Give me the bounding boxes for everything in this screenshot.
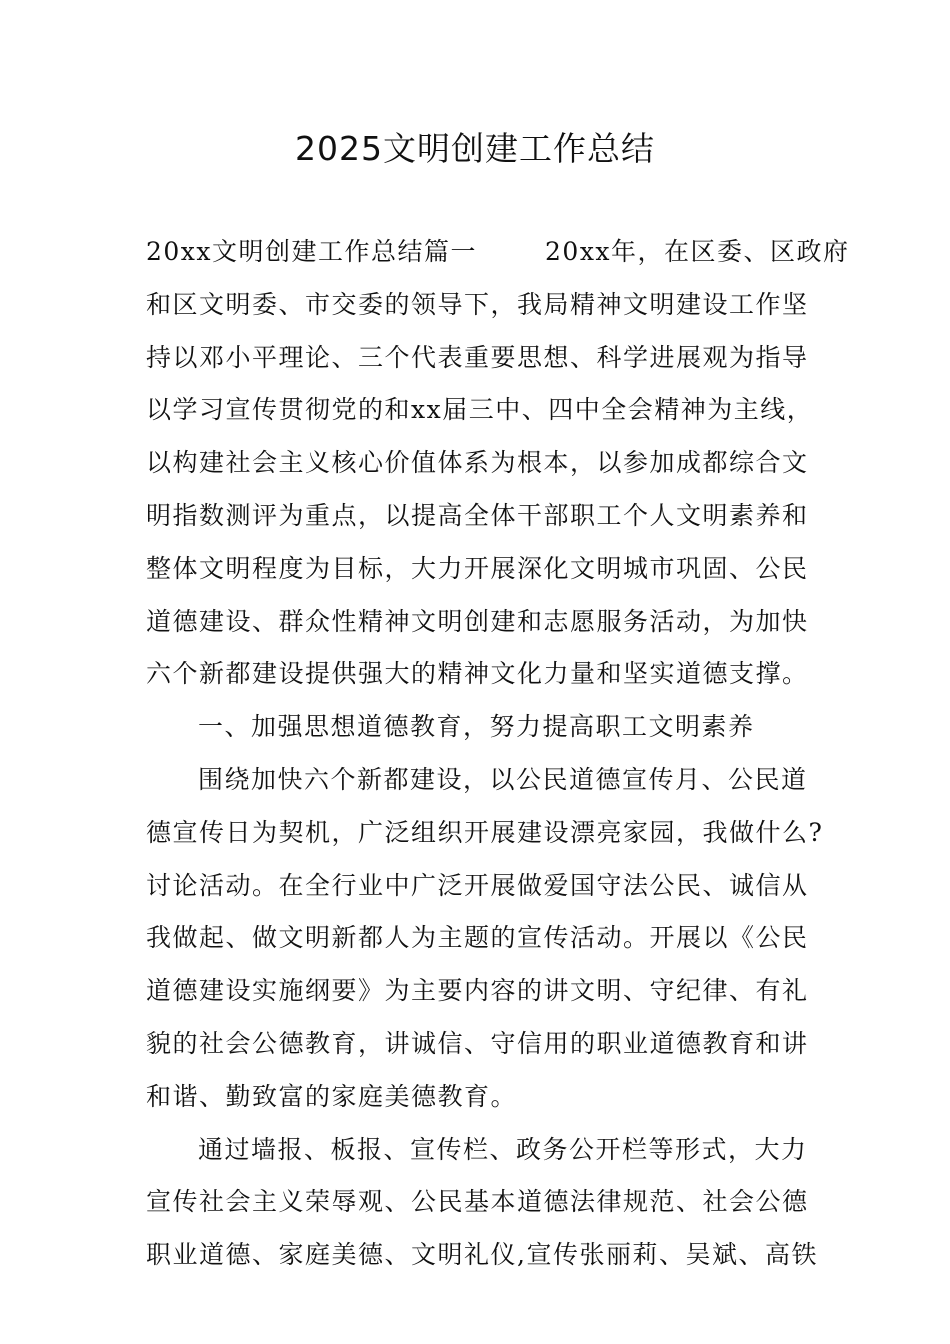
paragraph-line <box>146 543 810 596</box>
line-text: 整体文明程度为目标，大力开展深化文明城市巩固、公民 <box>146 553 809 583</box>
paragraph-line <box>146 1071 810 1124</box>
line-text: 以学习宣传贯彻党的和xx届三中、四中全会精神为主线， <box>146 395 814 425</box>
paragraph-line <box>146 437 810 490</box>
paragraph-line <box>146 807 824 860</box>
paragraph-line <box>146 332 810 385</box>
paragraph-line <box>146 384 814 437</box>
line-text: 20xx年，在区委、区政府 <box>545 237 850 266</box>
line-text: 通过墙报、板报、宣传栏、政务公开栏等形式，大力 <box>198 1134 808 1164</box>
paragraph-line <box>146 1124 810 1177</box>
line-text: 德宣传日为契机，广泛组织开展建设漂亮家园，我做什么? <box>146 817 824 847</box>
paragraph-line <box>146 912 810 965</box>
line-text: 我做起、做文明新都人为主题的宣传活动。开展以《公民 <box>146 923 809 953</box>
paragraph-line <box>146 490 810 543</box>
paragraph-line <box>146 648 810 701</box>
line-text: 讨论活动。在全行业中广泛开展做爱国守法公民、诚信从 <box>146 870 809 900</box>
paragraph-line <box>146 1018 810 1071</box>
paragraph-line <box>146 860 810 913</box>
paragraph-line <box>146 596 810 649</box>
line-text: 明指数测评为重点，以提高全体干部职工个人文明素养和 <box>146 500 809 530</box>
line-text: 和谐、勤致富的家庭美德教育。 <box>146 1081 518 1111</box>
paragraph-line <box>146 965 810 1018</box>
paragraph-line <box>146 701 810 754</box>
line-text: 道德建设、群众性精神文明创建和志愿服务活动，为加快 <box>146 606 809 636</box>
document-body <box>146 226 850 1282</box>
line-text: 六个新都建设提供强大的精神文化力量和坚实道德支撑。 <box>146 659 809 689</box>
line-text: 貌的社会公德教育，讲诚信、守信用的职业道德教育和讲 <box>146 1028 809 1058</box>
line-text: 职业道德、家庭美德、文明礼仪,宣传张丽莉、吴斌、高铁 <box>146 1240 818 1270</box>
paragraph-line <box>146 1176 810 1229</box>
line-text: 一、加强思想道德教育，努力提高职工文明素养 <box>198 712 755 742</box>
paragraph-line <box>146 1229 818 1282</box>
paragraph-line <box>146 754 810 807</box>
line-text: 以构建社会主义核心价值体系为根本，以参加成都综合文 <box>146 448 809 478</box>
document-title: 2025文明创建工作总结 <box>295 129 655 168</box>
paragraph-line <box>146 279 810 332</box>
line-text: 道德建设实施纲要》为主要内容的讲文明、守纪律、有礼 <box>146 976 809 1006</box>
line-text: 和区文明委、市交委的领导下，我局精神文明建设工作坚 <box>146 289 809 319</box>
paragraph-line <box>146 226 850 279</box>
line-text: 围绕加快六个新都建设，以公民道德宣传月、公民道 <box>198 764 808 794</box>
line-text: 宣传社会主义荣辱观、公民基本道德法律规范、社会公德 <box>146 1187 809 1217</box>
line-text: 持以邓小平理论、三个代表重要思想、科学进展观为指导 <box>146 342 809 372</box>
line-text: 20xx文明创建工作总结篇一 <box>146 237 478 266</box>
